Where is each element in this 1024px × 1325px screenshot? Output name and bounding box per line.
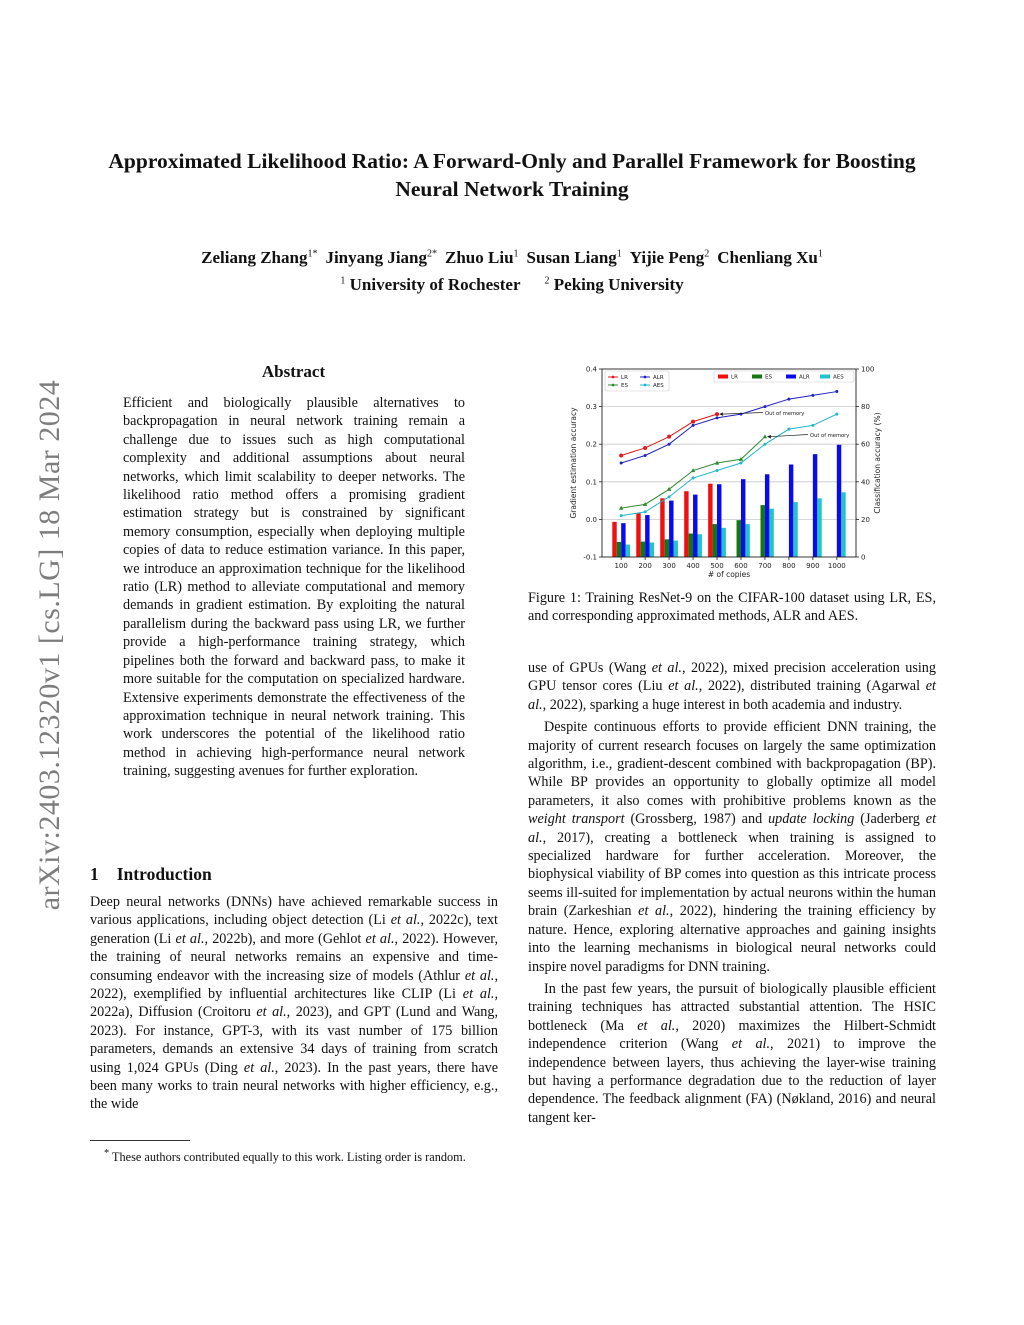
- legend-line-label: ALR: [653, 375, 664, 381]
- bar-alr: [717, 484, 721, 557]
- point-alr: [763, 405, 766, 408]
- point-alr: [787, 398, 790, 401]
- bar-lr: [636, 513, 640, 557]
- legend-bar-swatch: [718, 375, 728, 379]
- bar-es: [617, 542, 621, 557]
- figure-1-chart: [560, 360, 895, 580]
- point-alr: [692, 424, 695, 427]
- author-affiliation-mark: 2: [704, 248, 710, 259]
- point-aes: [668, 495, 671, 498]
- y-axis-label: Gradient estimation accuracy: [569, 407, 578, 519]
- point-lr: [691, 420, 695, 424]
- footnote-mark: *: [104, 1148, 110, 1159]
- author-affiliation-mark: 1: [513, 248, 519, 259]
- x-tick-label: 100: [614, 562, 628, 570]
- bar-es: [689, 534, 693, 558]
- point-alr: [644, 454, 647, 457]
- bar-alr: [765, 474, 769, 557]
- paper-title: Approximated Likelihood Ratio: A Forward-Only and Parallel Framework for Boosting Neural Network Training: [108, 149, 916, 201]
- footnote-text: These authors contributed equally to this work. Listing order is random.: [109, 1150, 466, 1165]
- point-aes: [811, 424, 814, 427]
- bar-lr: [612, 522, 616, 557]
- right-column-text: [528, 659, 936, 1127]
- point-aes: [787, 428, 790, 431]
- point-alr: [811, 394, 814, 397]
- bar-es: [737, 520, 741, 557]
- paragraph: In the past few years, the pursuit of biologically plausible efficient training techniques has attracted substantial attention. The HSIC bottleneck (Ma et al., 2020) maximizes the Hilbert-Schmidt independence criterion (Wang et al., 2021) to improve the independence between layers, thus achieving the layer-wise training but having a performance degradation due to the reduction of layer dependence. The feedback alignment (FA) (Nøkland, 2016) and neural tangent ker-: [528, 980, 937, 1126]
- bar-aes: [697, 534, 701, 557]
- section-heading: [90, 864, 212, 885]
- bar-aes: [745, 524, 749, 557]
- y-right-tick-label: 40: [861, 478, 870, 487]
- figure-caption: Figure 1: Training ResNet-9 on the CIFAR-100 dataset using LR, ES, and corresponding approximated methods, ALR and AES.: [528, 590, 936, 624]
- footnote-rule: [90, 1140, 190, 1141]
- bar-alr: [621, 523, 625, 557]
- section-title: Introduction: [116, 864, 212, 884]
- bar-aes: [841, 492, 845, 557]
- author-affiliation-mark: 1: [616, 248, 622, 259]
- y-tick-label: 0.2: [585, 440, 597, 449]
- point-es: [763, 434, 767, 438]
- bar-alr: [669, 501, 673, 557]
- legend-bar-swatch: [752, 375, 762, 379]
- bar-aes: [650, 543, 654, 557]
- author: Yijie Peng$^2$: [629, 247, 710, 267]
- x-tick-label: 500: [710, 562, 724, 570]
- y-tick-label: 0.3: [585, 403, 597, 412]
- y-right-tick-label: 100: [861, 365, 875, 374]
- arxiv-stamp: [20, 345, 80, 945]
- bar-alr: [645, 515, 649, 557]
- affiliation-mark: 1: [340, 275, 346, 287]
- point-lr: [643, 446, 647, 450]
- legend-bar-label: AES: [833, 374, 844, 381]
- point-aes: [835, 413, 838, 416]
- author-affiliation-mark: 1*: [307, 248, 318, 259]
- y-right-tick-label: 60: [861, 440, 870, 449]
- author: Zhuo Liu$^1$: [445, 247, 519, 267]
- legend-line-label: AES: [653, 383, 664, 389]
- legend-line-marker: [644, 384, 647, 387]
- bar-aes: [769, 509, 773, 557]
- bar-alr: [693, 495, 697, 557]
- author: Chenliang Xu$^1$: [717, 247, 823, 267]
- bar-aes: [817, 498, 821, 557]
- bar-aes: [626, 545, 630, 557]
- author: Susan Liang$^1$: [526, 247, 622, 267]
- point-lr: [715, 412, 719, 416]
- footnote: [90, 1146, 498, 1165]
- legend-bar-label: LR: [731, 374, 738, 381]
- annotation-arrow: [770, 435, 808, 437]
- bar-es: [665, 539, 669, 557]
- y-right-tick-label: 80: [861, 403, 870, 412]
- annotation-text: Out of memory: [765, 411, 805, 417]
- y-right-axis-label: Classification accuracy (%): [873, 412, 882, 514]
- author-affiliation-mark: 2*: [427, 248, 438, 259]
- point-aes: [739, 462, 742, 465]
- x-tick-label: 1000: [827, 562, 846, 570]
- paragraph: Despite continuous efforts to provide efficient DNN training, the majority of current research focuses on largely the same optimization algorithm, i.e., gradient-descent combined with backpropagation (BP). While BP provides an opportunity to globally optimize all model parameters, it also comes with prohibitive problems known as the weight transport (Grossberg, 1987) and update locking (Jaderberg et al., 2017), creating a bottleneck when training is assigned to specialized hardware for further acceleration. Moreover, the biophysical viability of BP comes into question as this intricate process seems ill-suited for implementation by actual neurons within the human brain (Zarkeshian et al., 2022), hindering the training efficiency by nature. Hence, exploring alternative approaches and gaining insights into the learning mechanisms in biological neural networks could inspire novel paradigms for DNN training.: [528, 719, 937, 975]
- bar-alr: [813, 454, 817, 557]
- abstract-body: Efficient and biologically plausible alternatives to backpropagation in neural network training remain a challenge due to issues such as high computational complexity and additional assumptions about neural networks, which limit scalability to deeper networks. The likelihood ratio method offers a promising gradient estimation strategy but is constrained by significant memory consumption, especially when deploying multiple copies of data to reduce estimation variance. In this paper, we introduce an approximation technique for the likelihood ratio (LR) method to alleviate computational and memory demands in gradient estimation. By exploiting the natural parallelism during the backward pass using LR, we further provide a high-performance training strategy, which pipelines both the forward and backward pass, to make it more suitable for the computation on specialized hardware. Extensive experiments demonstrate the effectiveness of the approximation technique in neural network training. This work underscores the potential of the likelihood ratio method in achieving high-performance neural network training, suggesting avenues for further exploration.: [123, 395, 465, 780]
- point-alr: [620, 462, 623, 465]
- author: Zeliang Zhang$^{1*}$: [201, 247, 318, 267]
- point-alr: [716, 416, 719, 419]
- point-aes: [716, 469, 719, 472]
- point-alr: [835, 390, 838, 393]
- point-alr: [668, 443, 671, 446]
- bar-aes: [793, 502, 797, 557]
- bar-aes: [721, 528, 725, 557]
- legend-line-marker: [612, 384, 615, 387]
- x-tick-label: 900: [806, 562, 820, 570]
- abstract-heading: Abstract: [261, 362, 326, 381]
- affiliation: $^1$ University of Rochester: [340, 275, 521, 295]
- point-lr: [619, 453, 623, 457]
- left-column-text: [90, 893, 498, 1114]
- bar-es: [641, 542, 645, 557]
- legend-line-marker: [644, 376, 647, 379]
- bar-es: [713, 524, 717, 557]
- point-lr: [667, 435, 671, 439]
- point-aes: [644, 510, 647, 513]
- legend-line-label: ES: [621, 383, 628, 389]
- y-tick-label: -0.1: [583, 553, 597, 562]
- legend-line-label: LR: [621, 375, 628, 381]
- x-tick-label: 600: [734, 562, 748, 570]
- affiliation-mark: 2: [544, 275, 550, 287]
- paragraph: Deep neural networks (DNNs) have achieved remarkable success in various applications, including object detection (Li et al., 2022c), text generation (Li et al., 2022b), and more (Gehlot et al., 2022). However, the training of neural networks remains an expensive and time-consuming endeavor with the increasing size of models (Athlur et al., 2022), exemplified by influential architectures like CLIP (Li et al., 2022a), Diffusion (Croitoru et al., 2023), and GPT (Lund and Wang, 2023). For instance, GPT-3, with its vast number of 175 billion parameters, demands an extensive 34 days of training from scratch using 1,024 GPUs (Ding et al., 2023). In the past years, there have been many works to train neural networks with higher efficiency, e.g., the wide: [90, 894, 499, 1113]
- point-aes: [763, 443, 766, 446]
- legend-bar-label: ALR: [799, 374, 810, 381]
- y-tick-label: 0.0: [585, 515, 597, 524]
- point-aes: [692, 477, 695, 480]
- x-tick-label: 200: [638, 562, 652, 570]
- bar-aes: [674, 541, 678, 557]
- y-tick-label: 0.1: [585, 478, 597, 487]
- author-affiliation-mark: 1: [817, 248, 823, 259]
- line-aes: [621, 414, 837, 516]
- section-number: 1: [90, 864, 99, 884]
- annotation-arrowhead: [719, 412, 723, 416]
- annotation-arrowhead: [767, 435, 771, 439]
- annotation-text: Out of memory: [810, 433, 850, 439]
- x-tick-label: 800: [782, 562, 796, 570]
- bar-alr: [741, 479, 745, 557]
- bar-lr: [684, 491, 688, 557]
- affiliation: $^2$ Peking University: [544, 275, 684, 295]
- author-list: [90, 242, 934, 270]
- line-alr: [621, 392, 837, 463]
- author: Jinyang Jiang$^{2*}$: [325, 247, 438, 267]
- paragraph: use of GPUs (Wang et al., 2022), mixed precision acceleration using GPU tensor cores (Liu et al., 2022), distributed training (Agarwal et al., 2022), sparking a huge interest in both academia and industry.: [528, 660, 936, 713]
- y-tick-label: 0.4: [585, 365, 597, 374]
- x-axis-label: # of copies: [707, 570, 751, 579]
- legend-bar-swatch: [786, 375, 796, 379]
- bar-alr: [789, 465, 793, 557]
- y-right-tick-label: 20: [861, 515, 870, 524]
- bar-lr: [708, 484, 712, 557]
- x-tick-label: 700: [758, 562, 772, 570]
- legend-bar-label: ES: [765, 374, 772, 381]
- bar-alr: [837, 445, 841, 557]
- bar-lr: [660, 498, 664, 557]
- author-block: [90, 242, 934, 297]
- legend-bar-swatch: [820, 375, 830, 379]
- arxiv-stamp-text: arXiv:2403.12320v1 [cs.LG] 18 Mar 2024: [33, 379, 66, 911]
- affiliation-list: [90, 270, 934, 298]
- chart-svg: [560, 360, 895, 580]
- point-aes: [620, 514, 623, 517]
- bar-es: [761, 505, 765, 557]
- x-tick-label: 300: [662, 562, 676, 570]
- y-right-tick-label: 0: [861, 553, 866, 562]
- x-tick-label: 400: [686, 562, 700, 570]
- legend-line-marker: [612, 376, 615, 379]
